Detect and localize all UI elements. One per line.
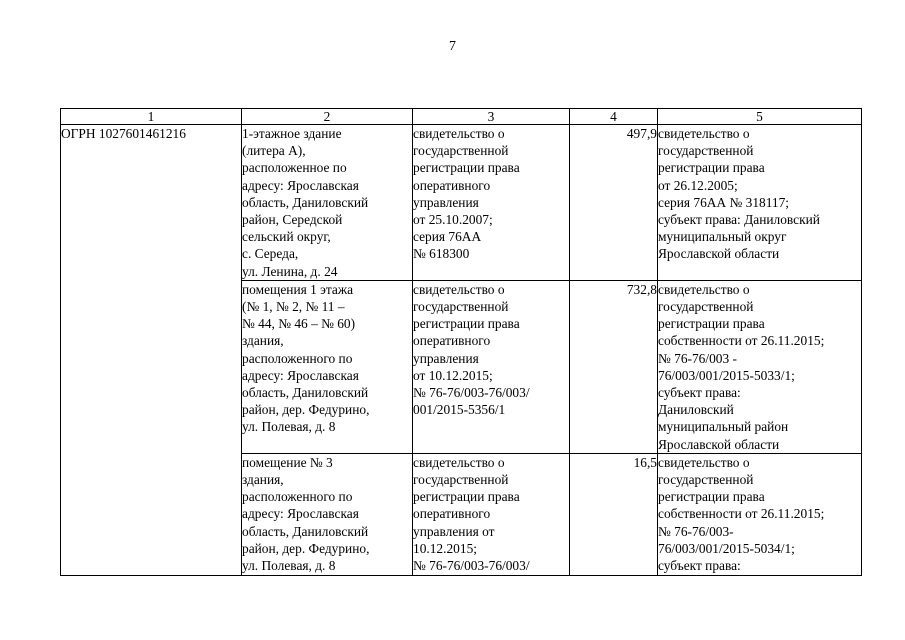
operative-management-certificate-cell [413, 453, 570, 575]
operative-management-certificate: свидетельство о государственной регистрации права оперативного управления от 10.12.2015; № 76-76/003-76/003/ [413, 454, 530, 574]
ownership-certificate: свидетельство о государственной регистрации права от 26.12.2005; серия 76АА № 318117; субъект права: Даниловский муниципальный округ Ярославской области [658, 126, 820, 262]
object-description-cell [242, 280, 413, 453]
area-value: 16,5 [633, 454, 657, 470]
column-number-row [61, 109, 862, 125]
area-value: 732,8 [626, 281, 657, 297]
area-cell [570, 125, 658, 281]
area-cell [570, 453, 658, 575]
operative-management-certificate: свидетельство о государственной регистрации права оперативного управления от 25.10.2007; серия 76АА № 618300 [413, 126, 520, 262]
ownership-certificate: свидетельство о государственной регистрации права собственности от 26.11.2015; № 76-76/003 - 76/003/001/2015-5033/1; субъект права: Даниловский муниципальный район Ярославской области [658, 281, 825, 452]
column-header-3: 3 [413, 109, 570, 125]
property-table [60, 108, 862, 576]
ownership-certificate: свидетельство о государственной регистрации права собственности от 26.11.2015; № 76-76/003- 76/003/001/2015-5034/1; субъект права: [658, 454, 825, 574]
operative-management-certificate: свидетельство о государственной регистрации права оперативного управления от 10.12.2015; № 76-76/003-76/003/ 001/2015-5356/1 [413, 281, 530, 418]
column-header-4: 4 [570, 109, 658, 125]
table-row [61, 125, 862, 281]
column-header-5: 5 [658, 109, 862, 125]
object-description-cell [242, 453, 413, 575]
column-header-2: 2 [242, 109, 413, 125]
area-value: 497,9 [626, 126, 657, 141]
object-description: помещение № 3 здания, расположенного по адресу: Ярославская область, Даниловский район, дер. Федурино, ул. Полевая, д. 8 [242, 454, 370, 574]
operative-management-certificate-cell [413, 125, 570, 281]
object-description: помещения 1 этажа (№ 1, № 2, № 11 – № 44, № 46 – № 60) здания, расположенного по адресу: Ярославская область, Даниловский район, дер. Федурино, ул. Полевая, д. 8 [242, 281, 370, 435]
page-number: 7 [449, 39, 456, 54]
ogrn-cell [61, 125, 242, 576]
column-header-1: 1 [61, 109, 242, 125]
operative-management-certificate-cell [413, 280, 570, 453]
ogrn-text: ОГРН 1027601461216 [61, 126, 186, 141]
ownership-certificate-cell [658, 453, 862, 575]
ownership-certificate-cell [658, 125, 862, 281]
object-description-cell [242, 125, 413, 281]
area-cell [570, 280, 658, 453]
object-description: 1-этажное здание (литера А), расположенное по адресу: Ярославская область, Даниловский район, Середской сельский округ, с. Середа, ул. Ленина, д. 24 [242, 126, 369, 279]
ownership-certificate-cell [658, 280, 862, 453]
